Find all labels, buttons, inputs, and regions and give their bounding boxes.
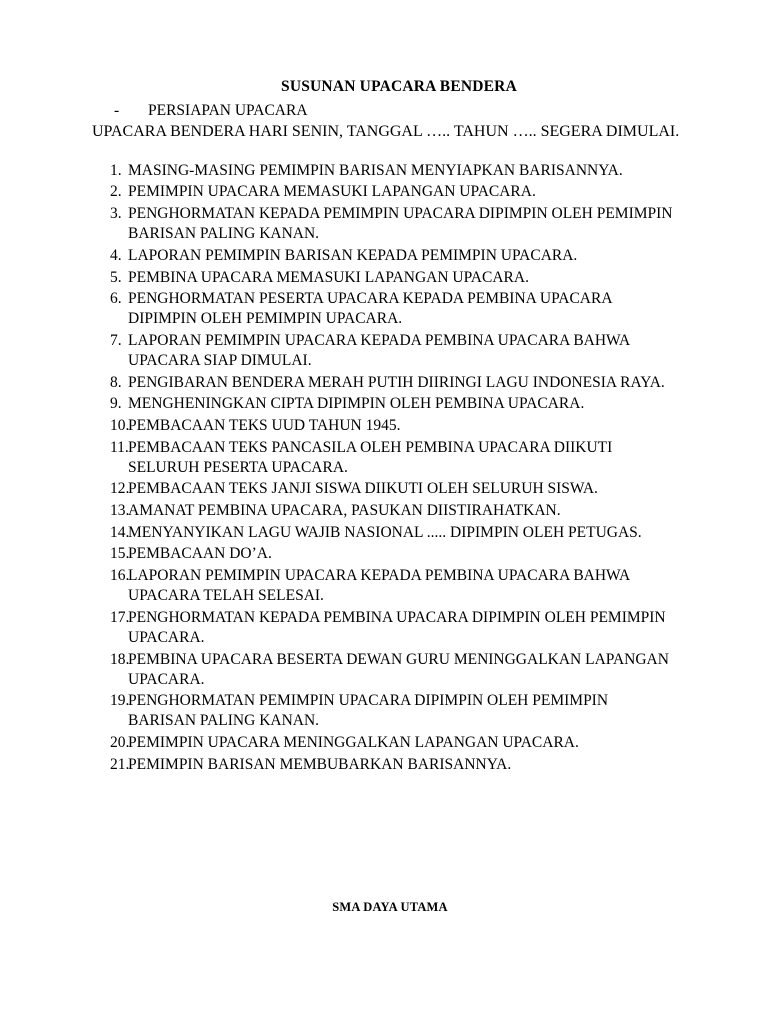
list-item-number: 11. [110, 438, 129, 456]
list-item [92, 373, 696, 393]
list-item [92, 289, 696, 329]
intro-paragraph: UPACARA BENDERA HARI SENIN, TANGGAL ….. TAHUN ….. SEGERA DIMULAI. [92, 123, 680, 140]
list-item-text: PENGHORMATAN PESERTA UPACARA KEPADA PEMBINA UPACARA DIPIMPIN OLEH PEMIMPIN UPACARA. [128, 290, 612, 328]
list-item-text: PENGHORMATAN PEMIMPIN UPACARA DIPIMPIN OLEH PEMIMPIN BARISAN PALING KANAN. [128, 692, 609, 730]
list-item-number: 20. [110, 734, 130, 752]
list-item-number: 9. [110, 395, 122, 413]
list-item-text: MASING-MASING PEMIMPIN BARISAN MENYIAPKAN BARISANNYA. [128, 161, 623, 179]
list-item-number: 17. [110, 608, 130, 626]
list-item-number: 10. [110, 416, 130, 434]
list-item [92, 544, 696, 564]
list-item-text: LAPORAN PEMIMPIN UPACARA KEPADA PEMBINA UPACARA BAHWA UPACARA SIAP DIMULAI. [128, 331, 630, 370]
list-item [92, 691, 696, 731]
list-item-number: 8. [110, 373, 122, 391]
list-item [92, 733, 696, 753]
list-item [92, 204, 696, 244]
list-item [92, 479, 696, 499]
list-item-text: MENYANYIKAN LAGU WAJIB NASIONAL ..... DIPIMPIN OLEH PETUGAS. [128, 523, 642, 541]
preparation-line [92, 102, 696, 120]
list-item [92, 161, 696, 181]
list-item-number: 5. [110, 268, 122, 286]
list-item-number: 4. [110, 246, 122, 264]
preparation-label: PERSIAPAN UPACARA [148, 102, 308, 119]
list-item-number: 16. [110, 566, 130, 584]
list-item-text: PEMBACAAN TEKS PANCASILA OLEH PEMBINA UPACARA DIIKUTI SELURUH PESERTA UPACARA. [128, 438, 613, 476]
list-item [92, 182, 696, 202]
list-item [92, 438, 696, 478]
list-item [92, 566, 696, 606]
list-item-text: LAPORAN PEMIMPIN BARISAN KEPADA PEMIMPIN UPACARA. [128, 246, 578, 264]
list-item-text: LAPORAN PEMIMPIN UPACARA KEPADA PEMBINA UPACARA BAHWA UPACARA TELAH SELESAI. [128, 566, 630, 605]
list-item-number: 7. [110, 331, 122, 349]
list-item-text: PENGIBARAN BENDERA MERAH PUTIH DIIRINGI LAGU INDONESIA RAYA. [128, 373, 665, 391]
list-item [92, 608, 696, 648]
list-item-number: 14. [110, 523, 130, 541]
list-item-text: MENGHENINGKAN CIPTA DIPIMPIN OLEH PEMBINA UPACARA. [128, 395, 585, 413]
list-item-number: 19. [110, 692, 130, 710]
list-item-number: 15. [110, 545, 130, 563]
list-item [92, 755, 696, 775]
list-item [92, 523, 696, 543]
list-item-number: 3. [110, 205, 122, 223]
list-item-number: 6. [110, 290, 122, 308]
list-item [92, 394, 696, 414]
list-item-text: PEMBINA UPACARA MEMASUKI LAPANGAN UPACARA. [128, 268, 529, 286]
list-item-text: AMANAT PEMBINA UPACARA, PASUKAN DIISTIRAHATKAN. [128, 502, 561, 520]
list-item-text: PEMIMPIN BARISAN MEMBUBARKAN BARISANNYA. [128, 755, 512, 773]
list-item-text: PENGHORMATAN KEPADA PEMBINA UPACARA DIPIMPIN OLEH PEMIMPIN UPACARA. [128, 608, 666, 646]
list-item-text: PENGHORMATAN KEPADA PEMIMPIN UPACARA DIPIMPIN OLEH PEMIMPIN BARISAN PALING KANAN. [128, 205, 673, 243]
list-item-number: 18. [110, 650, 130, 668]
list-item [92, 268, 696, 288]
list-item-text: PEMBINA UPACARA BESERTA DEWAN GURU MENINGGALKAN LAPANGAN UPACARA. [128, 650, 669, 688]
list-item [92, 246, 696, 266]
ceremony-steps-list [92, 161, 696, 775]
list-item [92, 650, 696, 690]
list-item-text: PEMBACAAN TEKS JANJI SISWA DIIKUTI OLEH SELURUH SISWA. [128, 480, 598, 498]
list-item-number: 2. [110, 183, 122, 201]
list-item-text: PEMIMPIN UPACARA MENINGGALKAN LAPANGAN UPACARA. [128, 734, 579, 752]
list-item-number: 21. [110, 755, 130, 773]
list-item-text: PEMBACAAN DO’A. [128, 545, 272, 563]
list-item-text: PEMBACAAN TEKS UUD TAHUN 1945. [128, 416, 401, 434]
list-item-number: 12. [110, 480, 130, 498]
document-footer: SMA DAYA UTAMA [332, 900, 448, 914]
page-title: SUSUNAN UPACARA BENDERA [281, 78, 517, 95]
list-item [92, 416, 696, 436]
list-item [92, 331, 696, 371]
list-item-number: 13. [110, 502, 130, 520]
preparation-bullet: - [114, 102, 120, 119]
list-item-number: 1. [110, 161, 122, 179]
list-item [92, 501, 696, 521]
list-item-text: PEMIMPIN UPACARA MEMASUKI LAPANGAN UPACARA. [128, 183, 536, 201]
